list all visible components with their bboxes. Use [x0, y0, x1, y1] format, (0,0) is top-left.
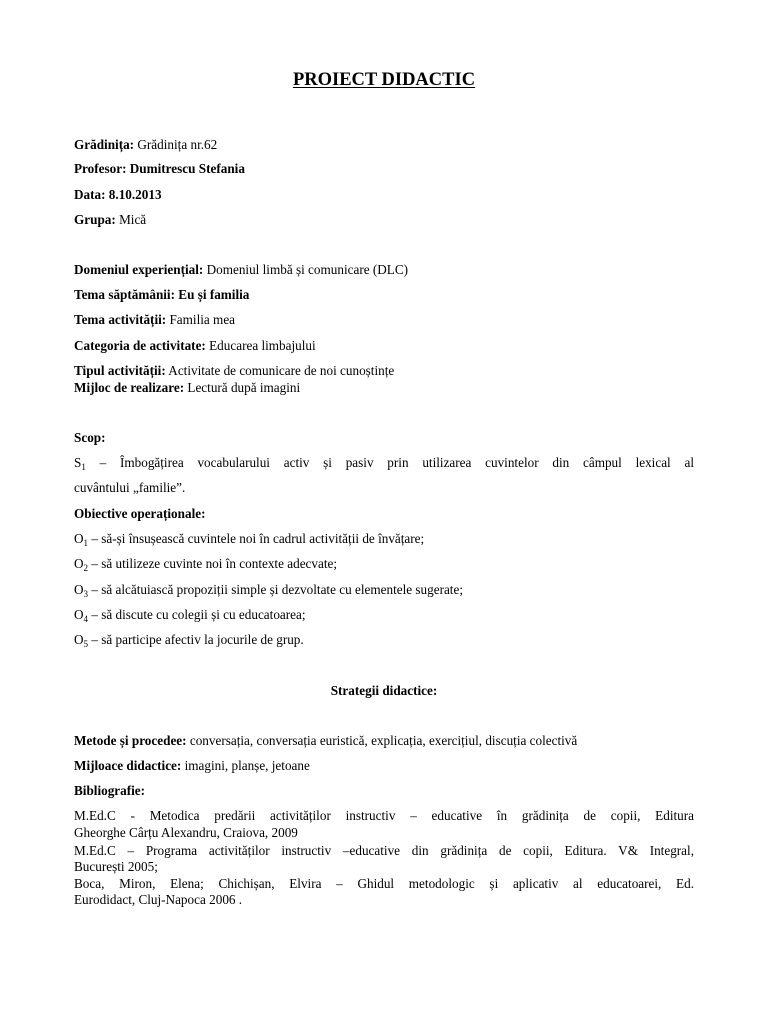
- obiective-label: Obiective operaționale:: [74, 506, 206, 521]
- objective-text: – să discute cu colegii și cu educatoarea;: [91, 607, 306, 622]
- bib-item-3-line1: Boca, Miron, Elena; Chichișan, Elvira – Ghidul metodologic și aplicativ al educatoarei, Ed.: [74, 876, 694, 891]
- mijloc-label: Mijloc de realizare:: [74, 380, 185, 395]
- domeniul-line: [74, 262, 408, 278]
- scop-s1-line2: cuvântului „familie”.: [74, 480, 186, 495]
- s1-text-line1: – Îmbogățirea vocabularului activ și pasiv prin utilizarea cuvintelor din câmpul lexical al: [99, 455, 695, 470]
- objective-text: – să participe afectiv la jocurile de grup.: [91, 632, 304, 647]
- s1-prefix: S: [74, 455, 82, 470]
- objective-sub: 3: [83, 589, 89, 599]
- categoria-label: Categoria de activitate:: [74, 338, 206, 353]
- profesor-label: Profesor:: [74, 161, 127, 176]
- data-value: 8.10.2013: [108, 187, 162, 202]
- bib-item-1-line2: Gheorghe Cârțu Alexandru, Craiova, 2009: [74, 825, 298, 840]
- tipul-value: Activitate de comunicare de noi cunoștințe: [168, 363, 395, 378]
- gradinita-value: Grădinița nr.62: [137, 137, 218, 152]
- tema-saptamanii-value: Eu și familia: [178, 287, 250, 302]
- tipul-line: [74, 363, 394, 379]
- strategii-heading-text: Strategii didactice:: [330, 683, 438, 698]
- data-label: Data:: [74, 187, 106, 202]
- objective-sub: 1: [83, 538, 89, 548]
- scop-line: [74, 430, 106, 446]
- objective-item: $O_2$ – să utilizeze cuvinte noi în contexte adecvate;: [74, 556, 338, 573]
- metode-value: conversația, conversația euristică, explicația, exercițiul, discuția colectivă: [189, 733, 578, 748]
- objective-sub: 2: [83, 563, 89, 573]
- bibliografie-line: [74, 783, 145, 799]
- objective-sub: 5: [83, 639, 89, 649]
- metode-label: Metode și procedee:: [74, 733, 187, 748]
- bib-item-2-line1: M.Ed.C – Programa activităților instructiv –educative din grădinița de copii, Editura. V& Integral,: [74, 843, 694, 858]
- bibliografie-label: Bibliografie:: [74, 783, 146, 798]
- tema-saptamanii-label: Tema săptămânii:: [74, 287, 175, 302]
- mijloc-value: Lectură după imagini: [187, 380, 301, 395]
- tema-saptamanii-line: [74, 287, 249, 303]
- objective-item: $O_1$ – să-și însușească cuvintele noi în cadrul activității de învățare;: [74, 531, 425, 548]
- categoria-value: Educarea limbajului: [209, 338, 316, 353]
- tema-activitatii-line: [74, 312, 235, 328]
- obiective-line: [74, 506, 205, 522]
- objective-text: – să alcătuiască propoziții simple și dezvoltate cu elementele sugerate;: [91, 582, 463, 597]
- grupa-label: Grupa:: [74, 212, 116, 227]
- strategii-heading: [0, 683, 768, 699]
- bib-item-3-line2: Eurodidact, Cluj-Napoca 2006 .: [74, 892, 243, 907]
- s1-sub: 1: [81, 462, 86, 472]
- gradinita-label: Grădinița:: [74, 137, 135, 152]
- grupa-value: Mică: [119, 212, 147, 227]
- profesor-line: [74, 161, 245, 177]
- objective-text: – să utilizeze cuvinte noi în contexte adecvate;: [91, 556, 338, 571]
- document-title: PROIECT DIDACTIC: [292, 70, 476, 90]
- bib-item-2-line2: București 2005;: [74, 859, 158, 874]
- scop-s1-line1: [74, 455, 694, 471]
- tema-activitatii-value: Familia mea: [169, 312, 236, 327]
- categoria-line: [74, 338, 316, 354]
- metode-line: [74, 733, 577, 749]
- grupa-line: [74, 212, 146, 228]
- tema-activitatii-label: Tema activității:: [74, 312, 167, 327]
- mijloc-line: [74, 380, 300, 396]
- mijloace-label: Mijloace didactice:: [74, 758, 182, 773]
- objective-item: $O_4$ – să discute cu colegii și cu educatoarea;: [74, 607, 306, 624]
- objective-text: – să-și însușească cuvintele noi în cadrul activității de învățare;: [91, 531, 425, 546]
- objective-item: $O_5$ – să participe afectiv la jocurile de grup.: [74, 632, 304, 649]
- objective-item: $O_3$ – să alcătuiască propoziții simple și dezvoltate cu elementele sugerate;: [74, 582, 463, 599]
- mijloace-line: [74, 758, 310, 774]
- scop-label: Scop:: [74, 430, 106, 445]
- domeniul-label: Domeniul experiențial:: [74, 262, 204, 277]
- data-line: [74, 187, 162, 203]
- gradinita-line: [74, 137, 217, 153]
- tipul-label: Tipul activității:: [74, 363, 166, 378]
- bib-item-1-line1: M.Ed.C - Metodica predării activităților instructiv – educative în grădinița de copii, Editura: [74, 808, 694, 823]
- profesor-value: Dumitrescu Stefania: [129, 161, 245, 176]
- objective-sub: 4: [83, 614, 89, 624]
- domeniul-value: Domeniul limbă și comunicare (DLC): [206, 262, 409, 277]
- mijloace-value: imagini, planșe, jetoane: [184, 758, 310, 773]
